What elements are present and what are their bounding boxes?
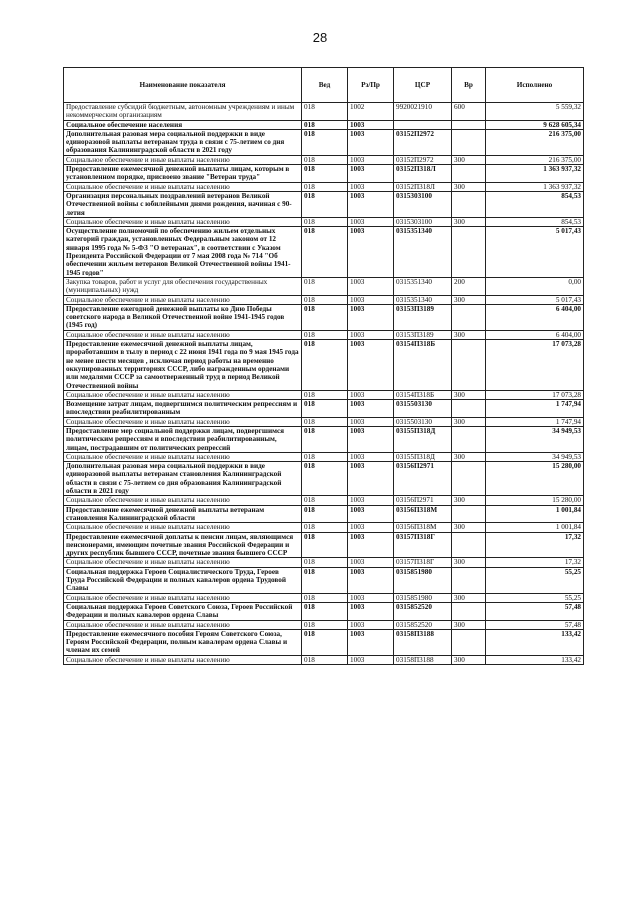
row-ved-cell: 018: [302, 129, 348, 155]
table-row: [64, 567, 584, 593]
row-ved-cell: 018: [302, 452, 348, 461]
table-row: [64, 532, 584, 558]
row-vr-cell: 300: [452, 390, 486, 399]
row-executed-cell: 854,53: [486, 217, 584, 226]
row-name-cell: Социальное обеспечение и иные выплаты населению: [64, 295, 302, 304]
table-row: [64, 620, 584, 629]
row-rz-pr-cell: 1003: [348, 155, 394, 164]
row-rz-pr-cell: 1003: [348, 400, 394, 418]
row-csr-cell: 03154П318Б: [394, 390, 452, 399]
row-executed-cell: 57,48: [486, 602, 584, 620]
row-executed-cell: 1 001,84: [486, 505, 584, 523]
row-name-cell: Закупка товаров, работ и услуг для обеспечения государственных (муниципальных) нужд: [64, 277, 302, 295]
row-ved-cell: 018: [302, 295, 348, 304]
row-rz-pr-cell: 1003: [348, 390, 394, 399]
row-rz-pr-cell: 1003: [348, 330, 394, 339]
row-csr-cell: 03153П3189: [394, 304, 452, 330]
row-executed-cell: 0,00: [486, 277, 584, 295]
row-vr-cell: 300: [452, 217, 486, 226]
row-vr-cell: [452, 629, 486, 655]
row-ved-cell: 018: [302, 523, 348, 532]
row-vr-cell: [452, 165, 486, 183]
row-name-cell: Социальная поддержка Героев Социалистического Труда, Героев Труда Российской Федерации и полных кавалеров ордена Трудовой Славы: [64, 567, 302, 593]
row-executed-cell: 133,42: [486, 629, 584, 655]
row-csr-cell: 03154П318Б: [394, 340, 452, 391]
row-ved-cell: 018: [302, 165, 348, 183]
row-name-cell: Предоставление ежемесячной денежной выплаты ветеранам становления Калининградской области: [64, 505, 302, 523]
table-row: [64, 496, 584, 505]
table-row: [64, 558, 584, 567]
table-row: [64, 340, 584, 391]
row-vr-cell: [452, 602, 486, 620]
row-rz-pr-cell: 1003: [348, 295, 394, 304]
header-ved: Вед: [302, 68, 348, 103]
row-vr-cell: [452, 340, 486, 391]
row-vr-cell: [452, 426, 486, 452]
table-header-row: [64, 68, 584, 103]
row-name-cell: Социальное обеспечение и иные выплаты населению: [64, 523, 302, 532]
row-vr-cell: [452, 227, 486, 278]
row-csr-cell: 03152П318Л: [394, 165, 452, 183]
table-row: [64, 330, 584, 339]
row-ved-cell: 018: [302, 400, 348, 418]
row-executed-cell: 9 628 605,34: [486, 120, 584, 129]
row-executed-cell: 133,42: [486, 655, 584, 664]
row-name-cell: Дополнительная разовая мера социальной поддержки в виде единоразовой выплаты ветеранам труда в связи с 75-летием со дня образования Калининградской области в 2021 году: [64, 129, 302, 155]
table-row: [64, 217, 584, 226]
row-csr-cell: 03158П3188: [394, 655, 452, 664]
row-csr-cell: 03153П3189: [394, 330, 452, 339]
header-rz-pr: Рз/Пр: [348, 68, 394, 103]
row-name-cell: Социальное обеспечение и иные выплаты населению: [64, 655, 302, 664]
row-csr-cell: 0315303100: [394, 217, 452, 226]
row-vr-cell: 300: [452, 417, 486, 426]
row-executed-cell: 5 559,32: [486, 103, 584, 121]
row-rz-pr-cell: 1003: [348, 129, 394, 155]
row-vr-cell: 300: [452, 523, 486, 532]
row-ved-cell: 018: [302, 155, 348, 164]
row-ved-cell: 018: [302, 620, 348, 629]
row-csr-cell: 0315303100: [394, 191, 452, 217]
row-vr-cell: 300: [452, 496, 486, 505]
row-vr-cell: 300: [452, 593, 486, 602]
row-name-cell: Предоставление субсидий бюджетным, автономным учреждениям и иным некоммерческим организациям: [64, 103, 302, 121]
row-rz-pr-cell: 1002: [348, 103, 394, 121]
row-rz-pr-cell: 1003: [348, 593, 394, 602]
table-row: [64, 227, 584, 278]
row-name-cell: Предоставление ежегодной денежной выплаты ко Дню Победы советского народа в Великой Отечественной войне 1941-1945 годов (1945 год): [64, 304, 302, 330]
row-executed-cell: 1 747,94: [486, 417, 584, 426]
row-ved-cell: 018: [302, 103, 348, 121]
table-row: [64, 295, 584, 304]
row-rz-pr-cell: 1003: [348, 217, 394, 226]
row-name-cell: Дополнительная разовая мера социальной поддержки в виде единоразовой выплаты ветеранам становления Калининградской области в связи с 75-летием со дня образования Калининградской области в 2021 году: [64, 462, 302, 496]
table-row: [64, 417, 584, 426]
row-executed-cell: 17 073,28: [486, 340, 584, 391]
row-name-cell: Социальное обеспечение и иные выплаты населению: [64, 593, 302, 602]
table-row: [64, 390, 584, 399]
row-vr-cell: [452, 120, 486, 129]
row-name-cell: Социальное обеспечение и иные выплаты населению: [64, 558, 302, 567]
row-ved-cell: 018: [302, 602, 348, 620]
row-csr-cell: 0315851980: [394, 567, 452, 593]
row-name-cell: Предоставление мер социальной поддержки лицам, подвергшимся политическим репрессиям и впоследствии реабилитированным, лицам, пострадавшим от политических репрессий: [64, 426, 302, 452]
row-executed-cell: 216 375,00: [486, 155, 584, 164]
row-rz-pr-cell: 1003: [348, 462, 394, 496]
row-csr-cell: 0315503130: [394, 400, 452, 418]
row-vr-cell: 300: [452, 155, 486, 164]
row-ved-cell: 018: [302, 277, 348, 295]
row-vr-cell: 600: [452, 103, 486, 121]
row-rz-pr-cell: 1003: [348, 277, 394, 295]
row-csr-cell: 03157П318Г: [394, 532, 452, 558]
row-rz-pr-cell: 1003: [348, 532, 394, 558]
row-rz-pr-cell: 1003: [348, 165, 394, 183]
row-name-cell: Социальное обеспечение и иные выплаты населению: [64, 330, 302, 339]
row-name-cell: Социальное обеспечение и иные выплаты населению: [64, 390, 302, 399]
row-executed-cell: 55,25: [486, 593, 584, 602]
header-vr: Вр: [452, 68, 486, 103]
row-ved-cell: 018: [302, 390, 348, 399]
row-ved-cell: 018: [302, 120, 348, 129]
row-vr-cell: 300: [452, 655, 486, 664]
row-vr-cell: 300: [452, 182, 486, 191]
row-executed-cell: 5 017,43: [486, 295, 584, 304]
row-name-cell: Предоставление ежемесячной доплаты к пенсии лицам, являющимся пенсионерами, имеющим почетные звания Российской Федерации и других республик бывшего СССР, почетные звания бывшего СССР: [64, 532, 302, 558]
table-row: [64, 103, 584, 121]
row-rz-pr-cell: 1003: [348, 602, 394, 620]
table-row: [64, 155, 584, 164]
row-rz-pr-cell: 1003: [348, 426, 394, 452]
row-rz-pr-cell: 1003: [348, 523, 394, 532]
row-csr-cell: 03155П318Д: [394, 452, 452, 461]
table-row: [64, 120, 584, 129]
row-ved-cell: 018: [302, 629, 348, 655]
row-ved-cell: 018: [302, 505, 348, 523]
row-ved-cell: 018: [302, 593, 348, 602]
row-csr-cell: 03156П2971: [394, 496, 452, 505]
row-executed-cell: 1 363 937,32: [486, 165, 584, 183]
row-rz-pr-cell: 1003: [348, 505, 394, 523]
row-vr-cell: [452, 532, 486, 558]
row-ved-cell: 018: [302, 417, 348, 426]
row-vr-cell: 300: [452, 452, 486, 461]
table-row: [64, 165, 584, 183]
row-executed-cell: 1 363 937,32: [486, 182, 584, 191]
table-row: [64, 452, 584, 461]
row-ved-cell: 018: [302, 496, 348, 505]
row-csr-cell: 03152П2972: [394, 129, 452, 155]
table-row: [64, 593, 584, 602]
row-executed-cell: 1 001,84: [486, 523, 584, 532]
row-vr-cell: [452, 400, 486, 418]
row-vr-cell: 300: [452, 330, 486, 339]
row-name-cell: Социальное обеспечение и иные выплаты населению: [64, 620, 302, 629]
row-ved-cell: 018: [302, 191, 348, 217]
row-name-cell: Социальное обеспечение и иные выплаты населению: [64, 182, 302, 191]
row-vr-cell: [452, 567, 486, 593]
row-name-cell: Социальное обеспечение и иные выплаты населению: [64, 452, 302, 461]
row-ved-cell: 018: [302, 217, 348, 226]
row-csr-cell: 03156П318М: [394, 505, 452, 523]
row-ved-cell: 018: [302, 330, 348, 339]
table-row: [64, 629, 584, 655]
row-csr-cell: 0315351340: [394, 295, 452, 304]
table-row: [64, 505, 584, 523]
row-executed-cell: 15 280,00: [486, 496, 584, 505]
row-name-cell: Социальное обеспечение и иные выплаты населению: [64, 496, 302, 505]
row-vr-cell: [452, 505, 486, 523]
row-csr-cell: 03156П2971: [394, 462, 452, 496]
row-ved-cell: 018: [302, 532, 348, 558]
table-row: [64, 182, 584, 191]
row-vr-cell: [452, 304, 486, 330]
row-csr-cell: 0315851980: [394, 593, 452, 602]
row-csr-cell: 03152П318Л: [394, 182, 452, 191]
row-rz-pr-cell: 1003: [348, 629, 394, 655]
row-csr-cell: [394, 120, 452, 129]
row-executed-cell: 34 949,53: [486, 426, 584, 452]
row-executed-cell: 34 949,53: [486, 452, 584, 461]
row-name-cell: Возмещение затрат лицам, подвергшимся политическим репрессиям и впоследствии реабилитированным: [64, 400, 302, 418]
row-vr-cell: [452, 129, 486, 155]
row-rz-pr-cell: 1003: [348, 182, 394, 191]
row-csr-cell: 0315351340: [394, 227, 452, 278]
row-executed-cell: 216 375,00: [486, 129, 584, 155]
row-ved-cell: 018: [302, 426, 348, 452]
row-vr-cell: [452, 462, 486, 496]
row-csr-cell: 03156П318М: [394, 523, 452, 532]
table-row: [64, 523, 584, 532]
table-row: [64, 304, 584, 330]
row-csr-cell: 03155П318Д: [394, 426, 452, 452]
row-ved-cell: 018: [302, 462, 348, 496]
row-rz-pr-cell: 1003: [348, 496, 394, 505]
row-executed-cell: 17 073,28: [486, 390, 584, 399]
row-rz-pr-cell: 1003: [348, 340, 394, 391]
row-csr-cell: 0315503130: [394, 417, 452, 426]
page-number: 28: [312, 30, 328, 45]
row-executed-cell: 6 404,00: [486, 330, 584, 339]
table-row: [64, 191, 584, 217]
row-csr-cell: 0315852520: [394, 620, 452, 629]
row-name-cell: Предоставление ежемесячного пособия Героям Советского Союза, Героям Российской Федерации, полным кавалерам ордена Славы и членам их семей: [64, 629, 302, 655]
row-executed-cell: 854,53: [486, 191, 584, 217]
row-csr-cell: 03158П3188: [394, 629, 452, 655]
expenditure-table: [63, 67, 584, 665]
row-ved-cell: 018: [302, 182, 348, 191]
row-rz-pr-cell: 1003: [348, 191, 394, 217]
table-row: [64, 129, 584, 155]
row-ved-cell: 018: [302, 340, 348, 391]
row-name-cell: Осуществление полномочий по обеспечению жильем отдельных категорий граждан, установленных Федеральным законом от 12 января 1995 года № 5-ФЗ "О ветеранах", в соответствии с Указом Президента Российской Федерации от 7 мая 2008 года № 714 "Об обеспечении жильем ветеранов Великой Отечественной войны 1941-1945 годов": [64, 227, 302, 278]
row-name-cell: Предоставление ежемесячной денежной выплаты лицам, проработавшим в тылу в период с 22 июня 1941 года по 9 мая 1945 года не менее шести месяцев , исключая период работы на временно оккупированных территориях СССР, либо награжденным орденами или медалями СССР за самоотверженный труд в период Великой Отечественной войны: [64, 340, 302, 391]
row-vr-cell: [452, 191, 486, 217]
row-ved-cell: 018: [302, 655, 348, 664]
row-rz-pr-cell: 1003: [348, 452, 394, 461]
row-rz-pr-cell: 1003: [348, 655, 394, 664]
row-vr-cell: 200: [452, 277, 486, 295]
header-csr: ЦСР: [394, 68, 452, 103]
table-row: [64, 426, 584, 452]
row-name-cell: Предоставление ежемесячной денежной выплаты лицам, которым в установленном порядке, присвоено звание "Ветеран труда": [64, 165, 302, 183]
row-ved-cell: 018: [302, 304, 348, 330]
row-name-cell: Социальная поддержка Героев Советского Союза, Героев Российской Федерации и полных кавалеров ордена Славы: [64, 602, 302, 620]
row-executed-cell: 6 404,00: [486, 304, 584, 330]
row-vr-cell: 300: [452, 620, 486, 629]
row-name-cell: Социальное обеспечение и иные выплаты населению: [64, 417, 302, 426]
row-ved-cell: 018: [302, 227, 348, 278]
row-vr-cell: 300: [452, 558, 486, 567]
row-csr-cell: 03157П318Г: [394, 558, 452, 567]
row-rz-pr-cell: 1003: [348, 120, 394, 129]
table-row: [64, 277, 584, 295]
table-row: [64, 602, 584, 620]
row-executed-cell: 55,25: [486, 567, 584, 593]
table-row: [64, 400, 584, 418]
row-ved-cell: 018: [302, 567, 348, 593]
row-csr-cell: 9920021910: [394, 103, 452, 121]
row-csr-cell: 0315351340: [394, 277, 452, 295]
row-executed-cell: 17,32: [486, 532, 584, 558]
row-rz-pr-cell: 1003: [348, 567, 394, 593]
row-executed-cell: 15 280,00: [486, 462, 584, 496]
table-row: [64, 462, 584, 496]
row-rz-pr-cell: 1003: [348, 304, 394, 330]
table-row: [64, 655, 584, 664]
row-name-cell: Социальное обеспечение населения: [64, 120, 302, 129]
row-csr-cell: 0315852520: [394, 602, 452, 620]
row-ved-cell: 018: [302, 558, 348, 567]
row-rz-pr-cell: 1003: [348, 558, 394, 567]
row-vr-cell: 300: [452, 295, 486, 304]
row-rz-pr-cell: 1003: [348, 227, 394, 278]
row-name-cell: Организация персональных поздравлений ветеранов Великой Отечественной войны с юбилейными днями рождения, начиная с 90-летия: [64, 191, 302, 217]
header-executed: Исполнено: [486, 68, 584, 103]
row-executed-cell: 1 747,94: [486, 400, 584, 418]
row-executed-cell: 17,32: [486, 558, 584, 567]
row-csr-cell: 03152П2972: [394, 155, 452, 164]
row-name-cell: Социальное обеспечение и иные выплаты населению: [64, 155, 302, 164]
row-executed-cell: 5 017,43: [486, 227, 584, 278]
row-name-cell: Социальное обеспечение и иные выплаты населению: [64, 217, 302, 226]
row-executed-cell: 57,48: [486, 620, 584, 629]
header-name: Наименование показателя: [64, 68, 302, 103]
row-rz-pr-cell: 1003: [348, 620, 394, 629]
row-rz-pr-cell: 1003: [348, 417, 394, 426]
